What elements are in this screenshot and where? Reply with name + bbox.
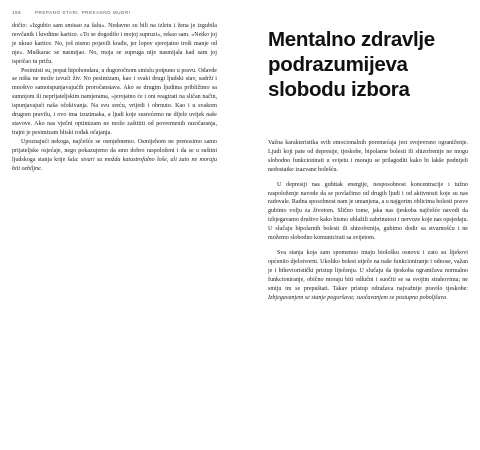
right-body-text — [268, 139, 468, 302]
running-head — [12, 10, 130, 15]
left-body-text — [12, 22, 217, 173]
paragraph: Pesimisti su, popat hipohondara, u dugoročnom smislu potpuno u pravu. Odavde se ništa ne može izvući živ. No pesimizam, kao i svaki drugi ljudski stav, sadrži i mnoštvo samoispunjavajućih proročanstava. Ako se drugim ljudima približimo sa sumnjom ili neprijateljskim namjerama, »jerojatno će i oni reagirati na sličan način, ispunjavajući naša očekivanja. Na svu sreću, vrijedi i obrnuto. Kao i u svakom drugom pravilu, i ovo ima izuzimaka, a ljudi koje susrećemo ne dijele uvijek naše stavove. Ako nas vječni optimizam ne može zaštititi od povremenih razočaranja, trajni je pesimizam bliski rođak očajanja. — [12, 67, 217, 136]
paragraph: dočio: »Izgubio sam smisao za šalu«. Nedavno su bili na izletu i žena je izgubila novčanik i kreditne kartice. »To se dogodilo i mojoj supruzi«, rekao sam. »Netko joj je ukrao kartice. No, još nismo pojavili krađu, jer lopov sjerojatno troši manje od nje«. Muškarac se nasmijao. No, moja se supruga nije nasmijala kad sam joj ispričao tu priču. — [12, 23, 217, 65]
right-page — [240, 0, 480, 450]
paragraph: U depresiji nas gubitak energije, nesposobnost koncentracije i tužno raspoloženje navode da se povlačimo od drugih ljudi i od aktivnosti koje su nas radovale. Radna sposobnost nam je umanjena, a u najgorim oblicima bolesti posve gubimo volju za životom. Slično tome, jaka nas tjeskoba najčešće navodi da izbjegavamo društvo kako bismo ublažili zabrinutost i nervoze koje nas opsjedaju. U slučaju bipolarnih bolesti ili shizofrenija, gubimo dodir sa stvarnošću i ne možemo slobodno komunicirati sa svijetom. — [268, 181, 469, 242]
running-head-title: PREPANO STARI, PREKASNO MUDRI — [34, 10, 131, 15]
chapter-title: Mentalno zdravlje podrazumijeva slobodu izbora — [268, 28, 435, 101]
italic-phrase: stvari su možda katastrofalno loše, ali zato ne moraju biti ozbiljne. — [12, 156, 217, 172]
paragraph: Važna karakteristika svih emocionalnih poremećaja jest svojevrsno ograničenje. Ljudi koji pate od depresije, tjeskobe, bipolarne bolesti ili shizofrenije ne mogu slobodno funkcionirati u svijetu i moraju se prilagoditi kako bi lakše podnijeli nedostatke izazvane bolešću. — [268, 140, 468, 173]
italic-phrase: Izbjegavanjem se stanje pogoršava; suočavanjem se postupno poboljšava. — [268, 294, 448, 301]
paragraph: Sva stanja koja sam spomenuo imaju biološku osnovu i zato su lijekovi općenito djelotvorni. Ukoliko bolest utječe na naše funkcioniranje i odnose, važan je i bihevioristički pristup liječenju. U slučaju da tjeskoba ograničava normalno funkcioniranje, obično moraju biti odlučni i suočiti se sa svojim strahovima; ne smiju im se prepuštati. Takav pristup odražava najvažnije pravilo tjeskobe: Izbjegavanjem se stanje pogoršava; suočavanjem se postupno poboljšava. — [268, 249, 468, 301]
paragraph: Upoznajući nekoga, najčešće se osmjehnemo. Osmijehom ne prenosimo samo prijateljske osjećaje, nego pokazujemo da smo dobro raspoloženi i da se u suštini ljudskoga stanja krije šala: stvari su možda katastrofalno loše, ali zato ne moraju biti ozbiljne. — [12, 138, 217, 172]
page-number: 156 — [12, 10, 22, 15]
